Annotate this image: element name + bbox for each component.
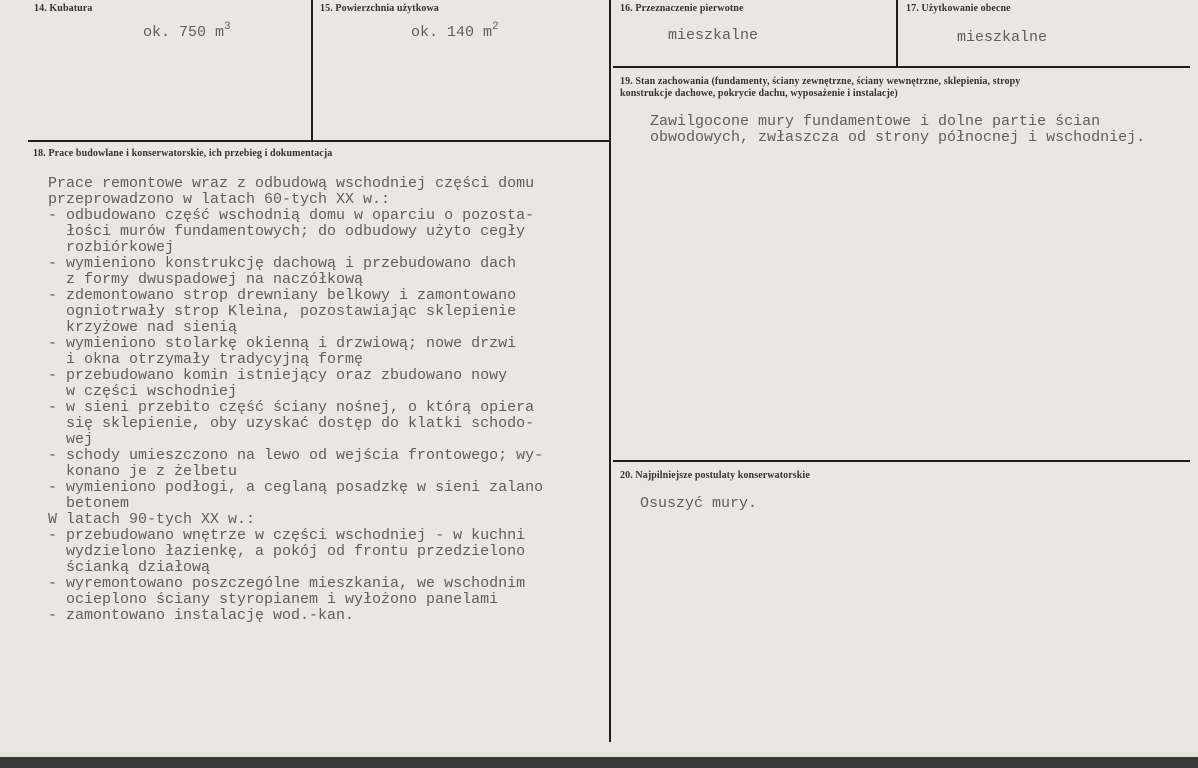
field-18-body <box>48 176 543 624</box>
field-18-line: Prace remontowe wraz z odbudową wschodniej części domu <box>48 175 535 192</box>
field-19-line: Zawilgocone mury fundamentowe i dolne partie ścian <box>650 113 1101 130</box>
field-20-value: Osuszyć mury. <box>640 495 758 512</box>
field-18-line: wydzielono łazienkę, a pokój od frontu przedzielono <box>48 543 526 560</box>
field-14-sup: 3 <box>224 21 231 33</box>
field-16-value: mieszkalne <box>668 27 759 44</box>
field-18-line: z formy dwuspadowej na naczółkową <box>48 271 364 288</box>
divider-center <box>609 0 611 742</box>
field-18-line: wej <box>48 431 94 448</box>
field-16-label: 16. Przeznaczenie pierwotne <box>620 3 744 14</box>
field-14-label: 14. Kubatura <box>34 3 93 14</box>
field-15-value <box>411 21 499 41</box>
field-18-line: ogniotrwały strop Kleina, pozostawiając sklepienie <box>48 303 517 320</box>
field-18-line: - w sieni przebito część ściany nośnej, o którą opiera <box>48 399 535 416</box>
field-18-line: - odbudowano część wschodnią domu w oparciu o pozosta- <box>48 207 535 224</box>
field-18-line: konano je z żelbetu <box>48 463 238 480</box>
field-19-line: obwodowych, zwłaszcza od strony północnej i wschodniej. <box>650 129 1146 146</box>
field-19-body <box>650 114 1145 146</box>
field-18-line: W latach 90-tych XX w.: <box>48 511 256 528</box>
field-18-line: i okna otrzymały tradycyjną formę <box>48 351 364 368</box>
field-18-line: w części wschodniej <box>48 383 238 400</box>
field-15-sup: 2 <box>492 21 499 33</box>
divider-16-17 <box>896 0 898 67</box>
field-15-label: 15. Powierzchnia użytkowa <box>320 3 439 14</box>
field-18-line: ścianką działową <box>48 559 211 576</box>
field-18-line: - zamontowano instalację wod.-kan. <box>48 607 355 624</box>
field-18-line: przeprowadzono w latach 60-tych XX w.: <box>48 191 391 208</box>
field-18-line: łości murów fundamentowych; do odbudowy użyto cegły <box>48 223 526 240</box>
field-18-line: - wymieniono podłogi, a ceglaną posadzkę w sieni zalano <box>48 479 544 496</box>
rule-right-mid <box>613 460 1190 462</box>
field-19-label-line1: 19. Stan zachowania (fundamenty, ściany zewnętrzne, ściany wewnętrzne, sklepienia, stropy <box>620 76 1021 87</box>
field-18-line: - zdemontowano strop drewniany belkowy i zamontowano <box>48 287 517 304</box>
field-14-text: ok. 750 m <box>143 24 225 41</box>
field-18-line: - wymieniono stolarkę okienną i drzwiową; nowe drzwi <box>48 335 517 352</box>
field-14-value <box>143 21 231 41</box>
rule-top-right <box>613 66 1190 68</box>
field-18-line: - schody umieszczono na lewo od wejścia frontowego; wy- <box>48 447 544 464</box>
field-18-line: - wymieniono konstrukcję dachową i przebudowano dach <box>48 255 517 272</box>
field-17-label: 17. Użytkowanie obecne <box>906 3 1011 14</box>
field-18-line: - przebudowano wnętrze w części wschodniej - w kuchni <box>48 527 526 544</box>
field-18-line: betonem <box>48 495 130 512</box>
field-20-label: 20. Najpilniejsze postulaty konserwatorskie <box>620 470 810 481</box>
field-18-line: - wyremontowano poszczególne mieszkania, we wschodnim <box>48 575 526 592</box>
field-18-line: krzyżowe nad sienią <box>48 319 238 336</box>
field-18-line: rozbiórkowej <box>48 239 175 256</box>
field-17-value: mieszkalne <box>957 29 1048 46</box>
field-18-line: się sklepienie, oby uzyskać dostęp do klatki schodo- <box>48 415 535 432</box>
rule-left-mid <box>28 140 610 142</box>
field-19-label-line2: konstrukcje dachowe, pokrycie dachu, wyposażenie i instalacje) <box>620 88 898 99</box>
scan-background <box>0 757 1198 768</box>
divider-14-15 <box>311 0 313 141</box>
field-18-line: ocieplono ściany styropianem i wyłożono panelami <box>48 591 499 608</box>
field-18-label: 18. Prace budowlane i konserwatorskie, ich przebieg i dokumentacja <box>33 148 333 159</box>
field-18-line: - przebudowano komin istniejący oraz zbudowano nowy <box>48 367 508 384</box>
field-15-text: ok. 140 m <box>411 24 493 41</box>
